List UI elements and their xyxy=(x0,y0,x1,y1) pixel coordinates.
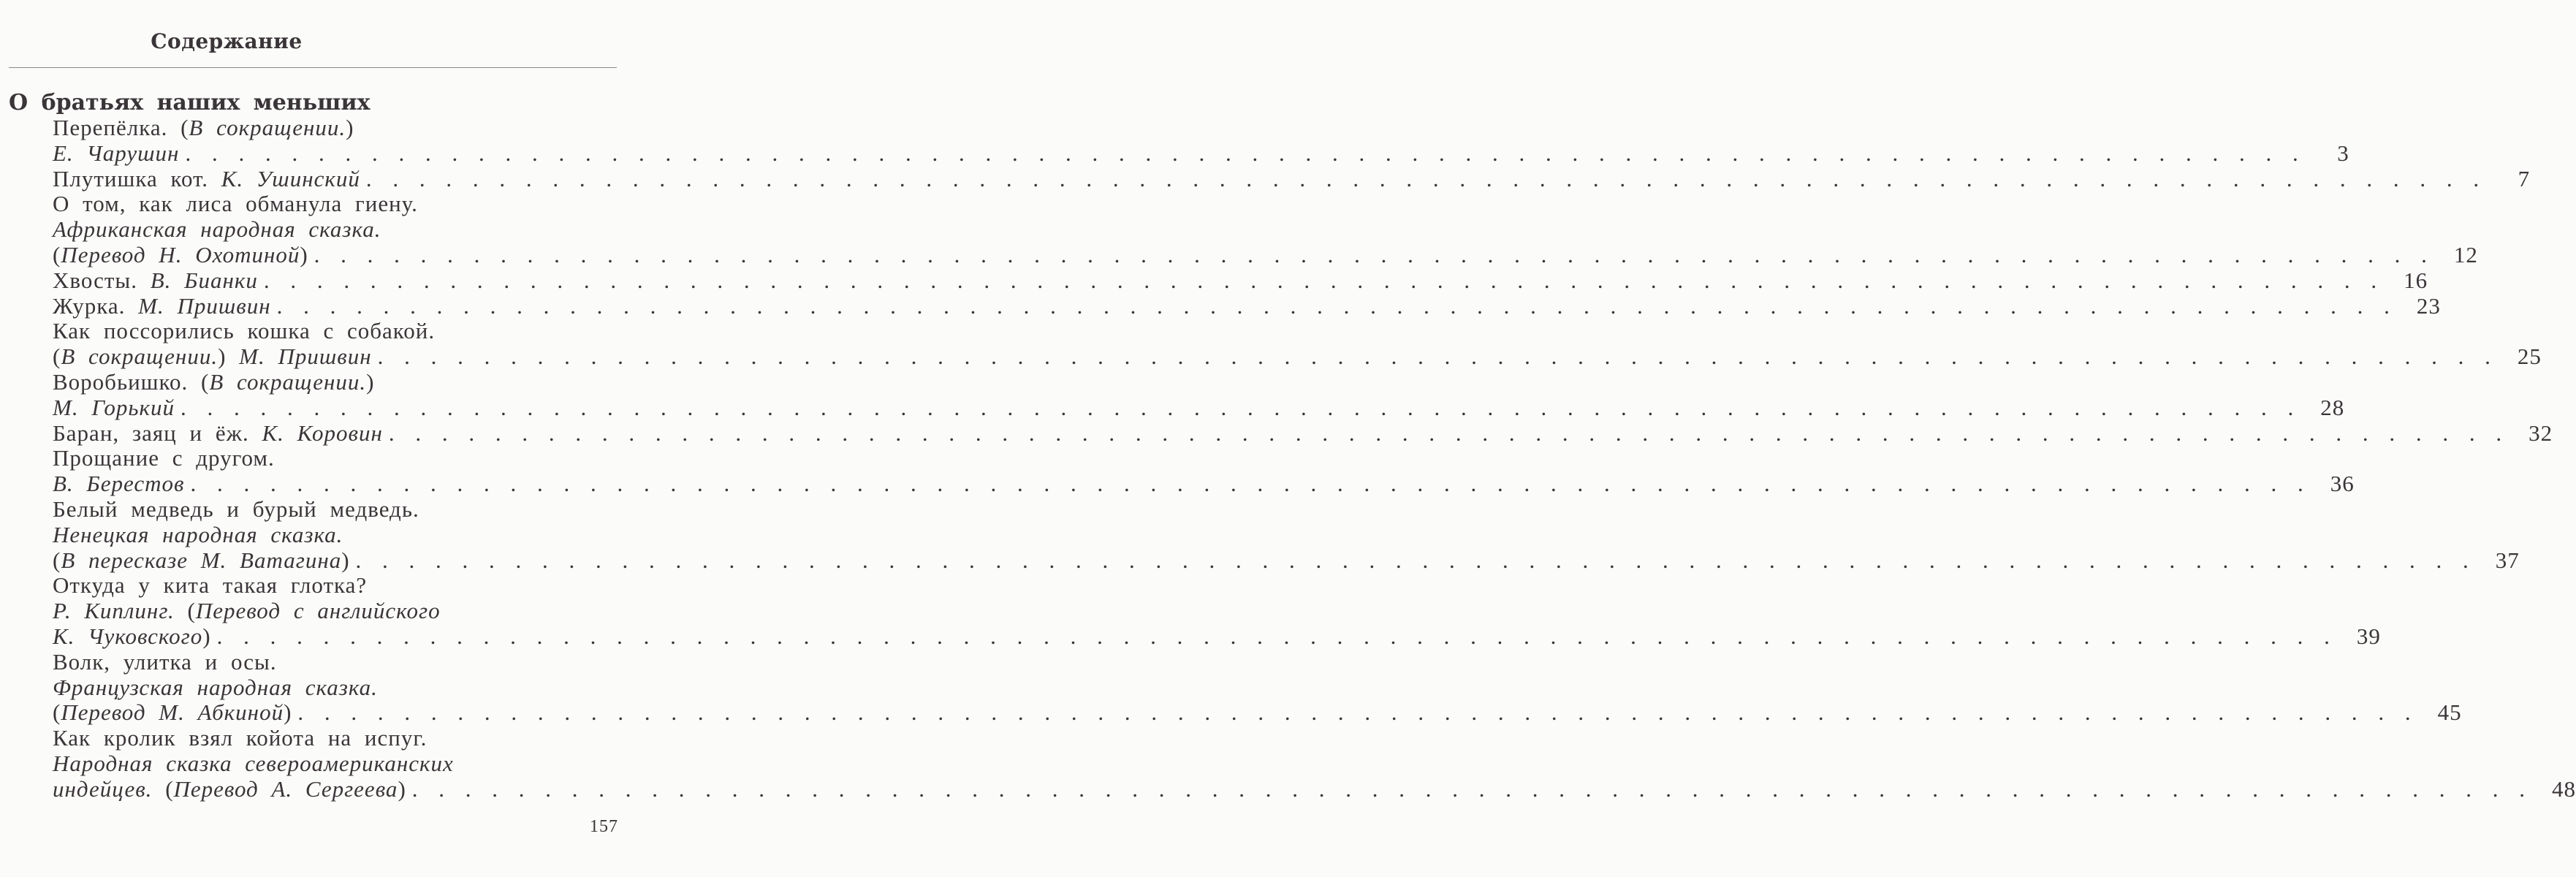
italic-text: В сокращении. xyxy=(189,115,346,140)
dot-leader: . . . . . . . . . . . . . . . . . . . . . . . . . . . . . . . . . . . . . . . . . . . . . . . . . . . . . . . . . . . . . . . . . . . . . . . . . . . . . . . . xyxy=(355,547,2473,573)
toc-line xyxy=(53,115,617,141)
toc-entry-text xyxy=(53,497,419,523)
toc-page-number: 48 xyxy=(2552,775,2576,802)
plain-text: ) xyxy=(398,775,406,802)
dot-leader: . . . . . . . . . . . . . . . . . . . . . . . . . . . . . . . . . . . . . . . . . . . . . . . . . . . . . . . . . . . . . . . . . . . . . . . . . . . . . . . . xyxy=(314,241,2431,267)
toc-line xyxy=(53,191,617,217)
toc-entry-text xyxy=(53,624,211,650)
plain-text: ) xyxy=(218,343,240,370)
dot-leader: . . . . . . . . . . . . . . . . . . . . . . . . . . . . . . . . . . . . . . . . . . . . . . . . . . . . . . . . . . . . . . . . . . . . . . . . . . . . . . . . xyxy=(365,165,2484,191)
plain-text: Баран, заяц и ёж. xyxy=(53,419,262,446)
toc-entry-text xyxy=(53,777,406,802)
plain-text: Плутишка кот. xyxy=(53,165,221,191)
plain-text: ( xyxy=(174,598,196,624)
toc-page-number: 37 xyxy=(2495,547,2520,573)
toc-line xyxy=(53,471,2355,497)
toc-line xyxy=(53,699,2462,726)
plain-text: ) xyxy=(366,368,375,395)
italic-text: Перевод М. Абкиной xyxy=(61,699,284,726)
toc-page-number: 23 xyxy=(2416,292,2441,319)
toc-line xyxy=(53,343,2542,370)
toc-line xyxy=(53,523,617,548)
toc-line xyxy=(53,446,617,471)
italic-text: К. Коровин xyxy=(262,419,383,446)
toc-line xyxy=(53,726,617,751)
italic-text: Перевод с английского xyxy=(195,598,441,624)
toc-page-number: 45 xyxy=(2437,699,2462,726)
toc-entry-text xyxy=(53,294,271,319)
plain-text: Журка. xyxy=(53,292,139,319)
toc-entry-text xyxy=(53,675,378,701)
plain-text: Белый медведь и бурый медведь. xyxy=(53,496,419,522)
italic-text: Народная сказка североамериканских xyxy=(53,750,454,776)
toc-page-number: 36 xyxy=(2330,471,2355,497)
toc-line xyxy=(53,599,617,624)
toc-entry-text xyxy=(53,700,292,726)
toc-line xyxy=(53,573,617,599)
toc-page-number: 16 xyxy=(2404,267,2428,293)
italic-text: В. Бианки xyxy=(150,267,258,293)
toc-page-number: 32 xyxy=(2528,419,2553,446)
toc-line xyxy=(53,319,617,344)
toc-entry-text xyxy=(53,548,350,574)
dot-leader: . . . . . . . . . . . . . . . . . . . . . . . . . . . . . . . . . . . . . . . . . . . . . . . . . . . . . . . . . . . . . . . . . . . . . . . . . . . . . . . . xyxy=(190,471,2308,497)
plain-text: ( xyxy=(53,241,61,267)
toc-entry-text xyxy=(53,421,383,447)
toc-line xyxy=(53,394,2345,421)
dot-leader: . . . . . . . . . . . . . . . . . . . . . . . . . . . . . . . . . . . . . . . . . . . . . . . . . . . . . . . . . . . . . . . . . . . . . . . . . . . . . . . . xyxy=(276,292,2394,319)
toc-entry-text xyxy=(53,141,179,167)
toc-page-number: 39 xyxy=(2356,623,2381,649)
italic-text: Е. Чарушин xyxy=(53,140,180,166)
toc-entry-text xyxy=(53,319,435,344)
toc-line xyxy=(53,675,617,701)
toc-entry-text xyxy=(53,726,427,751)
toc-line xyxy=(53,497,617,523)
plain-text: ( xyxy=(53,547,61,573)
italic-text: М. Пришвин xyxy=(239,343,372,370)
toc-entry-text xyxy=(53,344,372,370)
toc-entry-text xyxy=(53,115,354,141)
italic-text: Африканская народная сказка. xyxy=(53,216,381,243)
italic-text: В сокращении. xyxy=(61,343,219,370)
dot-leader: . . . . . . . . . . . . . . . . . . . . . . . . . . . . . . . . . . . . . . . . . . . . . . . . . . . . . . . . . . . . . . . . . . . . . . . . . . . . . . . . xyxy=(180,394,2298,420)
toc-entry-text xyxy=(53,446,275,471)
toc-page-number: 12 xyxy=(2453,241,2478,267)
toc-line xyxy=(53,751,617,777)
toc-page-number: 7 xyxy=(2518,165,2531,191)
plain-text: ) xyxy=(341,547,350,573)
toc-entry-text xyxy=(53,751,454,777)
toc-entry-text xyxy=(53,573,367,599)
plain-text: ( xyxy=(53,343,61,370)
page-number: 157 xyxy=(590,817,618,836)
toc-line xyxy=(53,165,2531,192)
italic-text: В сокращении. xyxy=(209,368,367,395)
toc-line xyxy=(53,650,617,675)
plain-text: ) xyxy=(202,623,211,649)
toc-entry-text xyxy=(53,243,308,268)
dot-leader: . . . . . . . . . . . . . . . . . . . . . . . . . . . . . . . . . . . . . . . . . . . . . . . . . . . . . . . . . . . . . . . . . . . . . . . . . . . . . . . . xyxy=(377,343,2495,370)
italic-text: Ненецкая народная сказка. xyxy=(53,521,343,547)
plain-text: ) xyxy=(284,699,292,726)
toc-line xyxy=(53,547,2520,574)
toc-entry-text xyxy=(53,268,258,294)
italic-text: Французская народная сказка. xyxy=(53,674,378,700)
toc-entry-text xyxy=(53,370,374,395)
toc-page-number: 25 xyxy=(2517,343,2542,370)
toc-entry-text xyxy=(53,395,175,421)
plain-text: Как поссорились кошка с собакой. xyxy=(53,318,436,344)
page-title: Содержание xyxy=(151,29,303,53)
toc-entry-text xyxy=(53,471,184,497)
italic-text: К. Чуковского xyxy=(53,623,203,649)
italic-text: Р. Киплинг. xyxy=(53,598,175,624)
plain-text: ) xyxy=(346,115,354,140)
toc-entry-text xyxy=(53,650,277,675)
italic-text: Перевод Н. Охотиной xyxy=(61,241,300,267)
dot-leader: . . . . . . . . . . . . . . . . . . . . . . . . . . . . . . . . . . . . . . . . . . . . . . . . . . . . . . . . . . . . . . . . . . . . . . . . . . . . . . . . xyxy=(216,623,2334,649)
plain-text: Перепёлка. ( xyxy=(53,115,189,140)
toc-entry-text xyxy=(53,599,441,624)
toc-entry-text xyxy=(53,191,418,217)
header-divider xyxy=(9,67,617,68)
table-of-contents xyxy=(53,115,2576,802)
dot-leader: . . . . . . . . . . . . . . . . . . . . . . . . . . . . . . . . . . . . . . . . . . . . . . . . . . . . . . . . . . . . . . . . . . . . . . . . . . . . . . . . xyxy=(411,775,2530,802)
toc-entry-text xyxy=(53,217,381,243)
plain-text: ( xyxy=(152,775,174,802)
dot-leader: . . . . . . . . . . . . . . . . . . . . . . . . . . . . . . . . . . . . . . . . . . . . . . . . . . . . . . . . . . . . . . . . . . . . . . . . . . . . . . . . xyxy=(263,267,2382,293)
toc-entry-text xyxy=(53,523,343,548)
plain-text: Откуда у кита такая глотка? xyxy=(53,572,368,599)
toc-line xyxy=(53,775,2576,802)
plain-text: Хвосты. xyxy=(53,267,151,293)
dot-leader: . . . . . . . . . . . . . . . . . . . . . . . . . . . . . . . . . . . . . . . . . . . . . . . . . . . . . . . . . . . . . . . . . . . . . . . . . . . . . . . . xyxy=(185,140,2303,166)
section-title: О братьях наших меньших xyxy=(9,90,371,115)
plain-text: ) xyxy=(300,241,308,267)
dot-leader: . . . . . . . . . . . . . . . . . . . . . . . . . . . . . . . . . . . . . . . . . . . . . . . . . . . . . . . . . . . . . . . . . . . . . . . . . . . . . . . . xyxy=(388,419,2507,446)
italic-text: В. Берестов xyxy=(53,471,185,497)
italic-text: Перевод А. Сергеева xyxy=(173,775,398,802)
plain-text: Воробьишко. ( xyxy=(53,368,210,395)
toc-line xyxy=(53,419,2553,447)
toc-line xyxy=(53,241,2478,268)
plain-text: Прощание с другом. xyxy=(53,445,275,471)
toc-page-number: 28 xyxy=(2320,394,2345,420)
plain-text: Как кролик взял койота на испуг. xyxy=(53,725,428,751)
toc-page-number: 3 xyxy=(2337,140,2349,166)
dot-leader: . . . . . . . . . . . . . . . . . . . . . . . . . . . . . . . . . . . . . . . . . . . . . . . . . . . . . . . . . . . . . . . . . . . . . . . . . . . . . . . . xyxy=(297,699,2415,726)
italic-text: М. Пришвин xyxy=(138,292,271,319)
plain-text: ( xyxy=(53,699,61,726)
toc-line xyxy=(53,267,2428,294)
toc-line xyxy=(53,217,617,243)
italic-text: К. Ушинский xyxy=(221,165,360,191)
italic-text: В пересказе М. Ватагина xyxy=(61,547,342,573)
toc-line xyxy=(53,140,2349,167)
italic-text: М. Горький xyxy=(53,394,175,420)
toc-entry-text xyxy=(53,167,360,192)
toc-line xyxy=(53,292,2441,319)
plain-text: О том, как лиса обманула гиену. xyxy=(53,191,418,217)
plain-text: Волк, улитка и осы. xyxy=(53,648,277,675)
toc-line xyxy=(53,370,617,395)
italic-text: индейцев. xyxy=(53,775,153,802)
toc-line xyxy=(53,623,2381,650)
